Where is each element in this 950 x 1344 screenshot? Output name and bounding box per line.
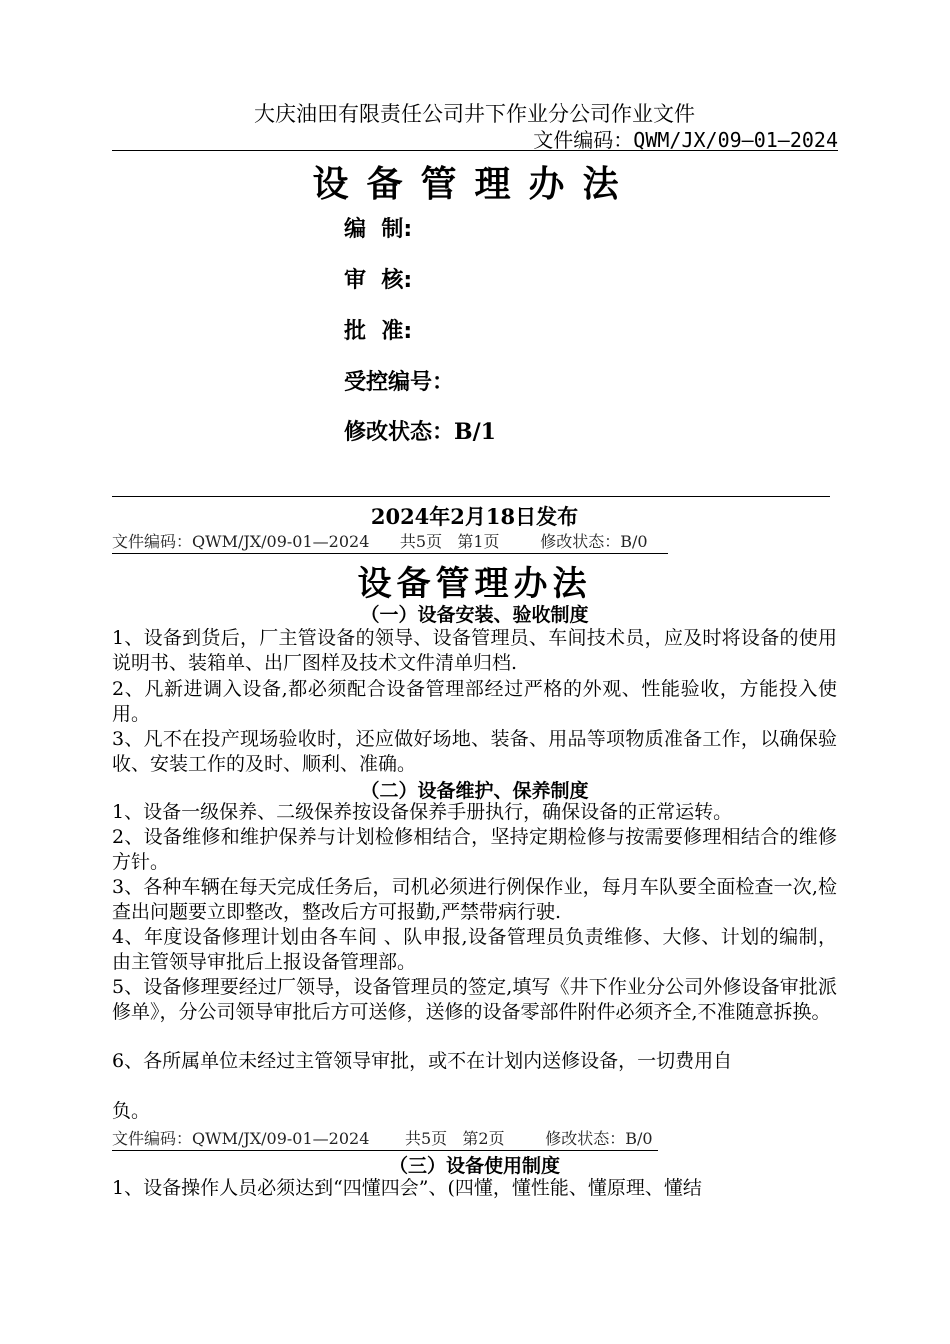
- paragraph: 2、设备维修和维护保养与计划检修相结合，坚持定期检修与按需要修理相结合的维修方针。: [112, 826, 837, 873]
- revision-label: 修改状态：: [344, 420, 455, 445]
- section-heading-3: （三）设备使用制度: [388, 1155, 560, 1177]
- paragraph: 负。: [112, 1100, 151, 1122]
- paragraph: 3、凡不在投产现场验收时，还应做好场地、装备、用品等项物质准备工作，以确保验收、安装工作的及时、顺利、准确。: [112, 728, 837, 775]
- compile-field: [344, 212, 412, 243]
- control-number-label: 受控编号：: [344, 370, 455, 395]
- paragraph: 1、设备操作人员必须达到“四懂四会”、(四懂，懂性能、懂原理、懂结: [112, 1177, 702, 1199]
- paragraph: 4、年度设备修理计划由各车间 、队申报,设备管理员负责维修、大修、计划的编制，由主管领导审批后上报设备管理部。: [112, 926, 837, 973]
- paragraph: 2、凡新进调入设备,都必须配合设备管理部经过严格的外观、性能验收，方能投入使用。: [112, 678, 837, 725]
- body-title: 设备管理办法: [357, 564, 592, 604]
- section-heading-2: （二）设备维护、保养制度: [360, 780, 589, 802]
- page-footer-1: 文件编码：QWM/JX/09-01—2024 共5页 第1页 修改状态：B/0: [112, 529, 668, 554]
- paragraph: 5、设备修理要经过厂领导，设备管理员的签定,填写《井下作业分公司外修设备审批派修单》，分公司领导审批后方可送修，送修的设备零部件附件必须齐全,不准随意拆换。: [112, 976, 837, 1023]
- review-label: 审 核:: [344, 268, 413, 293]
- paragraph: 1、设备一级保养、二级保养按设备保养手册执行，确保设备的正常运转。: [112, 801, 733, 823]
- cover-divider: [112, 496, 830, 497]
- revision-value: B/1: [454, 419, 496, 445]
- compile-label: 编 制:: [344, 217, 413, 242]
- review-field: [344, 263, 412, 294]
- header-divider: [112, 150, 838, 151]
- paragraph: 1、设备到货后，厂主管设备的领导、设备管理员、车间技术员，应及时将设备的使用说明书、装箱单、出厂图样及技术文件清单归档.: [112, 627, 837, 674]
- paragraph: 3、各种车辆在每天完成任务后，司机必须进行例保作业，每月车队要全面检查一次,检查出问题要立即整改，整改后方可报勤,严禁带病行驶.: [112, 876, 837, 923]
- revision-field: [344, 415, 496, 446]
- company-header: 大庆油田有限责任公司井下作业分公司作业文件: [254, 102, 695, 126]
- control-number-field: [344, 365, 454, 396]
- approve-label: 批 准:: [344, 319, 413, 344]
- release-date: 2024年2月18日发布: [370, 504, 579, 529]
- document-code-header: 文件编码：QWM/JX/09—01—2024: [533, 128, 838, 152]
- paragraph: 6、各所属单位未经过主管领导审批，或不在计划内送修设备，一切费用自: [112, 1050, 733, 1072]
- page-footer-2: 文件编码：QWM/JX/09-01—2024 共5页 第2页 修改状态：B/0: [112, 1126, 658, 1151]
- approve-field: [344, 314, 412, 345]
- section-heading-1: （一）设备安装、验收制度: [360, 604, 589, 626]
- cover-title: 设备管理办法: [312, 164, 637, 205]
